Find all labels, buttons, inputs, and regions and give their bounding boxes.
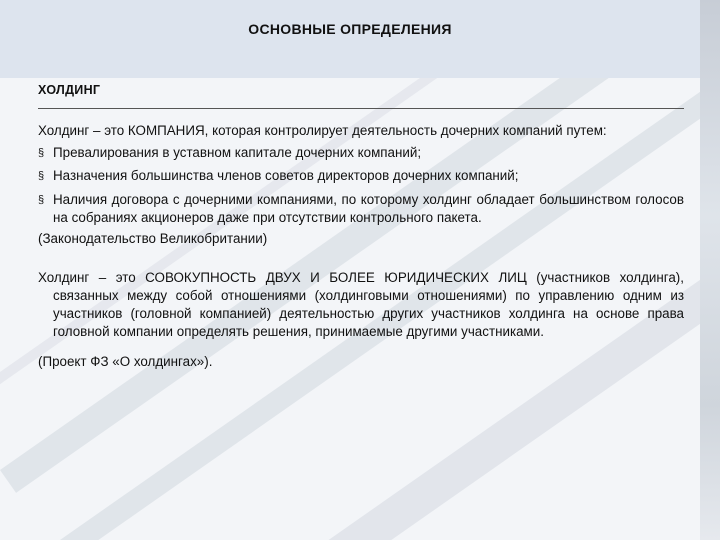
list-item (38, 191, 684, 227)
right-edge-panel (700, 0, 720, 540)
definition-2-source: (Проект ФЗ «О холдингах»). (38, 354, 213, 369)
list-item-text: Превалирования в уставном капитале дочерних компаний; (53, 145, 422, 160)
list-item (38, 167, 684, 185)
slide-title: ОСНОВНЫЕ ОПРЕДЕЛЕНИЯ (248, 21, 452, 37)
square-bullet-icon: § (38, 147, 45, 159)
section-title: ХОЛДИНГ (38, 81, 684, 109)
definition-2-text: Холдинг – это СОВОКУПНОСТЬ ДВУХ И БОЛЕЕ ЮРИДИЧЕСКИХ ЛИЦ (участников холдинга), связанных между собой отношениями (холдинговыми отношениями) по управлению одним из участников (головной компанией) деятельностью других участников холдинга на основе права головной компании определять решения, принимаемые другими участниками. (38, 270, 684, 339)
slide-content (38, 78, 684, 371)
square-bullet-icon: § (38, 194, 45, 206)
list-item (38, 144, 684, 162)
definition-1-intro: Холдинг – это КОМПАНИЯ, которая контролирует деятельность дочерних компаний путем: (38, 123, 607, 138)
square-bullet-icon: § (38, 170, 45, 182)
list-item-text: Назначения большинства членов советов директоров дочерних компаний; (53, 168, 519, 183)
header-band (0, 0, 700, 78)
definition-1-source: (Законодательство Великобритании) (38, 231, 268, 246)
list-item-text: Наличия договора с дочерними компаниями, по которому холдинг обладает большинством голосов на собраниях акционеров даже при отсутствии контрольного пакета. (53, 192, 684, 225)
